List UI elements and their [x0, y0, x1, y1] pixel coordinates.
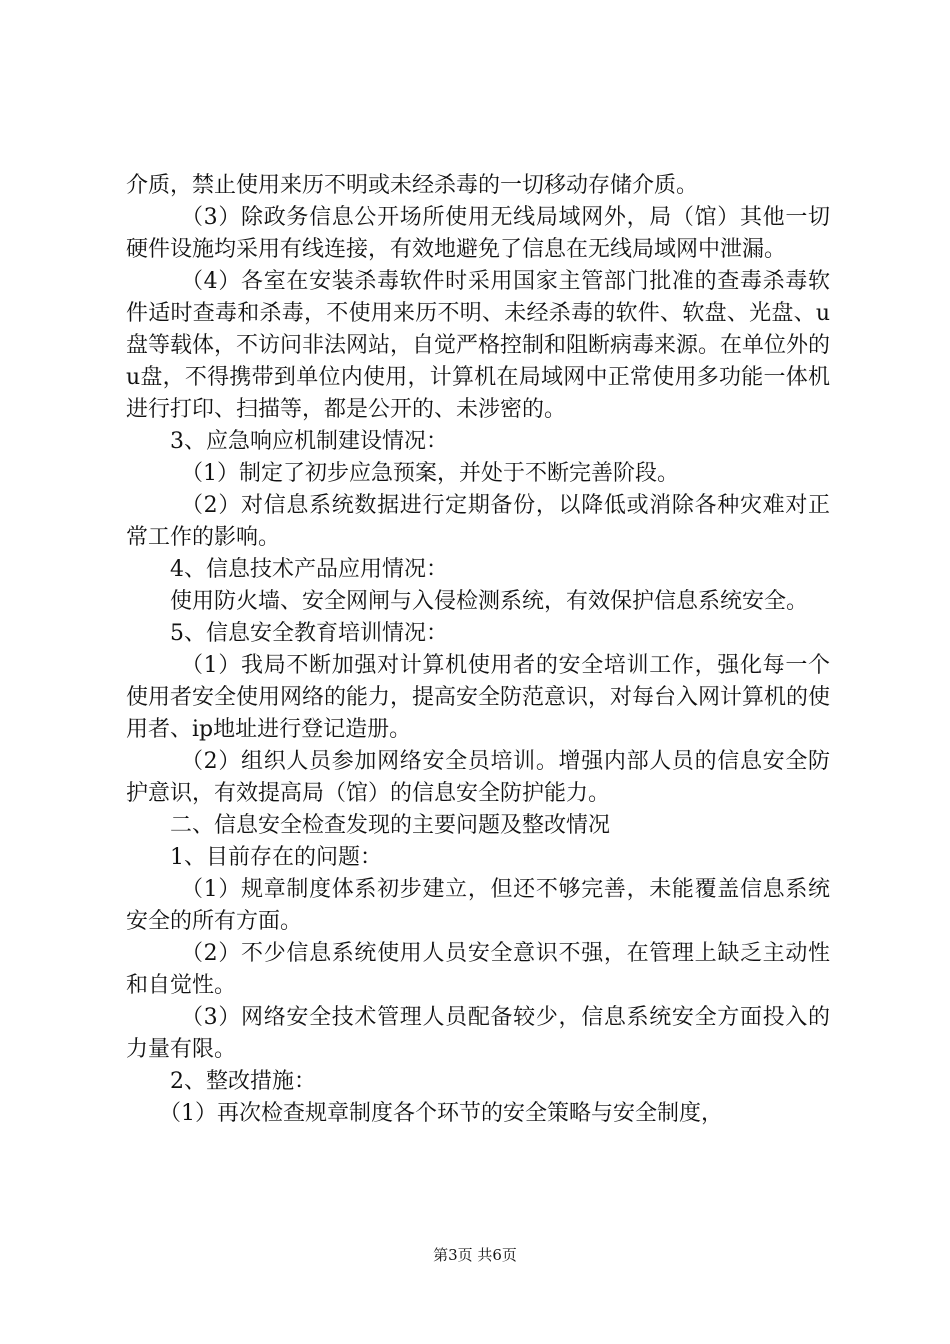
section-heading-2: 二、信息安全检查发现的主要问题及整改情况 [170, 813, 611, 838]
paragraph-8: 使用防火墙、安全网闸与入侵检测系统，有效保护信息系统安全。 [170, 589, 809, 614]
paragraph-11: （2）组织人员参加网络安全员培训。增强内部人员的信息安全防护意识，有效提高局（馆）的信息安全防护能力。 [126, 749, 830, 806]
document-body [126, 170, 830, 1130]
page-number-footer: 第3页 共6页 [433, 1246, 517, 1264]
paragraph-15: （2）不少信息系统使用人员安全意识不强，在管理上缺乏主动性和自觉性。 [126, 941, 830, 998]
paragraph-14: （1）规章制度体系初步建立，但还不够完善，未能覆盖信息系统安全的所有方面。 [126, 877, 830, 934]
paragraph-6: （2）对信息系统数据进行定期备份，以降低或消除各种灾难对正常工作的影响。 [126, 493, 830, 550]
paragraph-17: 2、整改措施： [170, 1069, 316, 1094]
paragraph-18: （1）再次检查规章制度各个环节的安全策略与安全制度， [159, 1101, 723, 1126]
paragraph-4: 3、应急响应机制建设情况： [170, 429, 448, 454]
paragraph-16: （3）网络安全技术管理人员配备较少，信息系统安全方面投入的力量有限。 [126, 1005, 830, 1062]
paragraph-5: （1）制定了初步应急预案，并处于不断完善阶段。 [181, 461, 679, 486]
paragraph-3: （4）各室在安装杀毒软件时采用国家主管部门批准的查毒杀毒软件适时查毒和杀毒，不使用来历不明、未经杀毒的软件、软盘、光盘、u盘等载体，不访问非法网站，自觉严格控制和阻断病毒来源。在单位外的u盘，不得携带到单位内使用，计算机在局域网中正常使用多功能一体机进行打印、扫描等，都是公开的、未涉密的。 [126, 269, 831, 422]
paragraph-9: 5、信息安全教育培训情况： [170, 621, 448, 646]
paragraph-2: （3）除政务信息公开场所使用无线局域网外，局（馆）其他一切硬件设施均采用有线连接，有效地避免了信息在无线局域网中泄漏。 [126, 205, 830, 262]
paragraph-13: 1、目前存在的问题： [170, 845, 382, 870]
paragraph-10: （1）我局不断加强对计算机使用者的安全培训工作，强化每一个使用者安全使用网络的能力，提高安全防范意识，对每台入网计算机的使用者、ip地址进行登记造册。 [126, 653, 831, 742]
paragraph-7: 4、信息技术产品应用情况： [170, 557, 448, 582]
paragraph-1: 介质，禁止使用来历不明或未经杀毒的一切移动存储介质。 [126, 173, 699, 198]
